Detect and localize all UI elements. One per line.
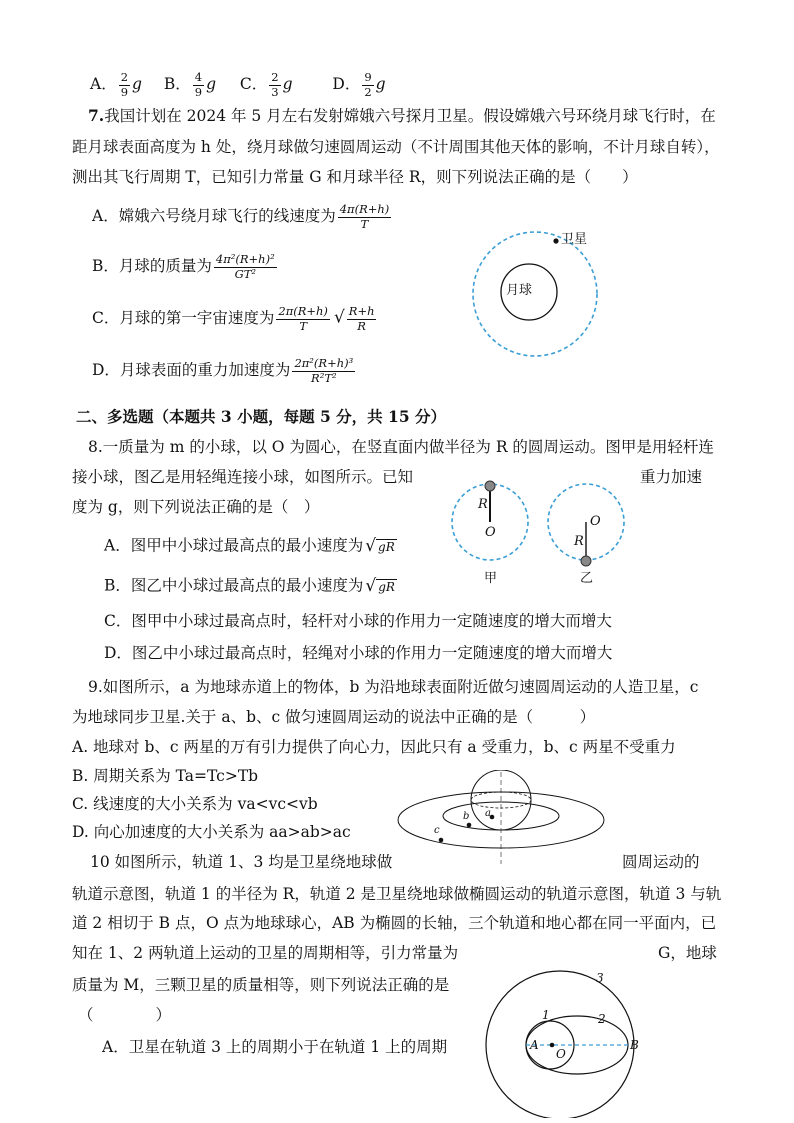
q6-options: A． $\frac{2}{9}$ g B． $\frac{4}{9}$ g C． $\frac{2}{3}$ g D． $\frac{9}{2}$ g <box>90 70 386 99</box>
q8-line2b: 重力加速 <box>640 468 703 486</box>
yi-label: 乙 <box>580 571 594 586</box>
orbit-2-label: 2 <box>598 1012 606 1026</box>
label-b: b <box>463 811 470 822</box>
q6-frac-d: $\frac{9}{2}$ <box>364 70 372 99</box>
q6-option-d: D． <box>332 75 361 93</box>
q10-line2: 轨道示意图，轨道 1 的半径为 R，轨道 2 是卫星绕地球做椭圆运动的轨道示意图，轨道 3 与轨 <box>72 885 722 903</box>
moon-label: 月球 <box>506 283 533 298</box>
q8-option-c: C．图甲中小球过最高点时，轻杆对小球的作用力一定随速度的增大而增大 <box>104 612 612 630</box>
yi-O-label: O <box>590 514 601 529</box>
jia-ball <box>485 481 495 491</box>
q7-line1: 7.我国计划在 2024 年 5 月左右发射嫦娥六号探月卫星。假设嫦娥六号环绕月球飞行时，在 <box>88 106 716 125</box>
orbit-1-label: 1 <box>542 1008 550 1022</box>
point-B-label: B <box>630 1038 639 1052</box>
q6-option-c: C． <box>239 75 268 93</box>
point-O-label: O <box>556 1047 566 1061</box>
q8-line2a: 接小球，图乙是用轻绳连接小球，如图所示。已知 <box>72 468 414 486</box>
q6-option-a: A． <box>90 75 117 93</box>
earth-center <box>550 1043 555 1048</box>
q10-line5: 质量为 M，三颗卫星的质量相等，则下列说法正确的是 <box>72 976 450 994</box>
q7-line3: 测出其飞行周期 T，已知引力常量 G 和月球半径 R，则下列说法正确的是（ ） <box>72 168 638 186</box>
q10-line4b: G，地球 <box>658 944 717 962</box>
satellite-label: 卫星 <box>561 232 588 247</box>
q8-option-a: A．图甲中小球过最高点的最小速度为 √ gR <box>104 536 395 556</box>
q9-earth-figure <box>396 770 612 866</box>
q6-option-b: B． <box>163 75 191 93</box>
q10-line6: （ ） <box>78 1006 172 1024</box>
jia-O-label: O <box>485 525 496 540</box>
jia-R-label: R <box>478 497 488 512</box>
point-A-label: A <box>530 1038 539 1052</box>
orbit-3-label: 3 <box>596 971 604 985</box>
q9-option-b: B. 周期关系为 Ta=Tc>Tb <box>72 767 259 785</box>
q7-option-c: C．月球的第一宇宙速度为 $\frac{2\pi(R+h)}{T}$ √ $\frac{R+h}{R}$ <box>92 304 375 333</box>
point-b <box>467 823 472 828</box>
q8-line1: 8.一质量为 m 的小球，以 O 为圆心，在竖直面内做半径为 R 的圆周运动。图甲是用轻杆连 <box>88 438 714 456</box>
q8-line3: 度为 g，则下列说法正确的是（ ） <box>72 498 320 516</box>
q6-frac-c: $\frac{2}{3}$ <box>271 70 279 99</box>
q8-option-b: B．图乙中小球过最高点的最小速度为 √ gR <box>104 576 395 596</box>
q7-option-d: D．月球表面的重力加速度为 $\frac{\text{2π²(R+h)³}}{\text{R²T²}}$ <box>92 356 354 385</box>
q6-frac-b: $\frac{4}{9}$ <box>194 70 203 99</box>
jia-label: 甲 <box>484 571 498 586</box>
point-c <box>439 838 444 843</box>
section-multichoice-title: 二、多选题（本题共 3 小题，每题 5 分，共 15 分） <box>76 407 447 426</box>
q9-line2: 为地球同步卫星.关于 a、b、c 做匀速圆周运动的说法中正确的是（ ） <box>72 708 596 726</box>
label-c: c <box>434 825 440 836</box>
q9-option-d: D. 向心加速度的大小关系为 aa>ab>ac <box>72 823 351 841</box>
q9-option-c: C. 线速度的大小关系为 va<vc<vb <box>72 795 318 813</box>
q8-figure <box>448 475 638 575</box>
q8-option-d: D．图乙中小球过最高点时，轻绳对小球的作用力一定随速度的增大而增大 <box>104 644 613 662</box>
q10-line1a: 10 如图所示，轨道 1、3 均是卫星绕地球做 <box>90 853 393 871</box>
q7-moon-figure <box>460 228 610 358</box>
yi-R-label: R <box>574 534 584 549</box>
q7-option-a: A．嫦娥六号绕月球飞行的线速度为 $\frac{4\pi(R+h)}{T}$ <box>92 202 390 231</box>
q6-frac-a: $\frac{2}{9}$ <box>120 70 129 99</box>
q10-option-a: A．卫星在轨道 3 上的周期小于在轨道 1 上的周期 <box>102 1038 448 1056</box>
q10-line3: 道 2 相切于 B 点，O 点为地球球心，AB 为椭圆的长轴，三个轨道和地心都在同一平面内，已 <box>72 914 717 932</box>
q10-line4a: 知在 1、2 两轨道上运动的卫星的周期相等，引力常量为 <box>72 944 459 962</box>
q9-option-a: A. 地球对 b、c 两星的万有引力提供了向心力，因此只有 a 受重力，b、c 两星不受重力 <box>72 738 676 756</box>
q7-line2: 距月球表面高度为 h 处，绕月球做匀速圆周运动（不计周围其他天体的影响，不计月球自转）， <box>72 138 720 156</box>
q10-orbit-figure <box>480 968 640 1118</box>
label-a: a <box>485 808 491 819</box>
satellite-dot <box>553 238 558 243</box>
q9-line1: 9.如图所示，a 为地球赤道上的物体，b 为沿地球表面附近做匀速圆周运动的人造卫星，c <box>88 678 699 696</box>
yi-ball <box>581 556 591 566</box>
orbit-circle <box>473 232 597 356</box>
q10-line1b: 圆周运动的 <box>622 853 700 871</box>
q7-option-b: B．月球的质量为 $\frac{\text{4π²(R+h)²}}{\text{GT²}}$ <box>92 252 275 281</box>
